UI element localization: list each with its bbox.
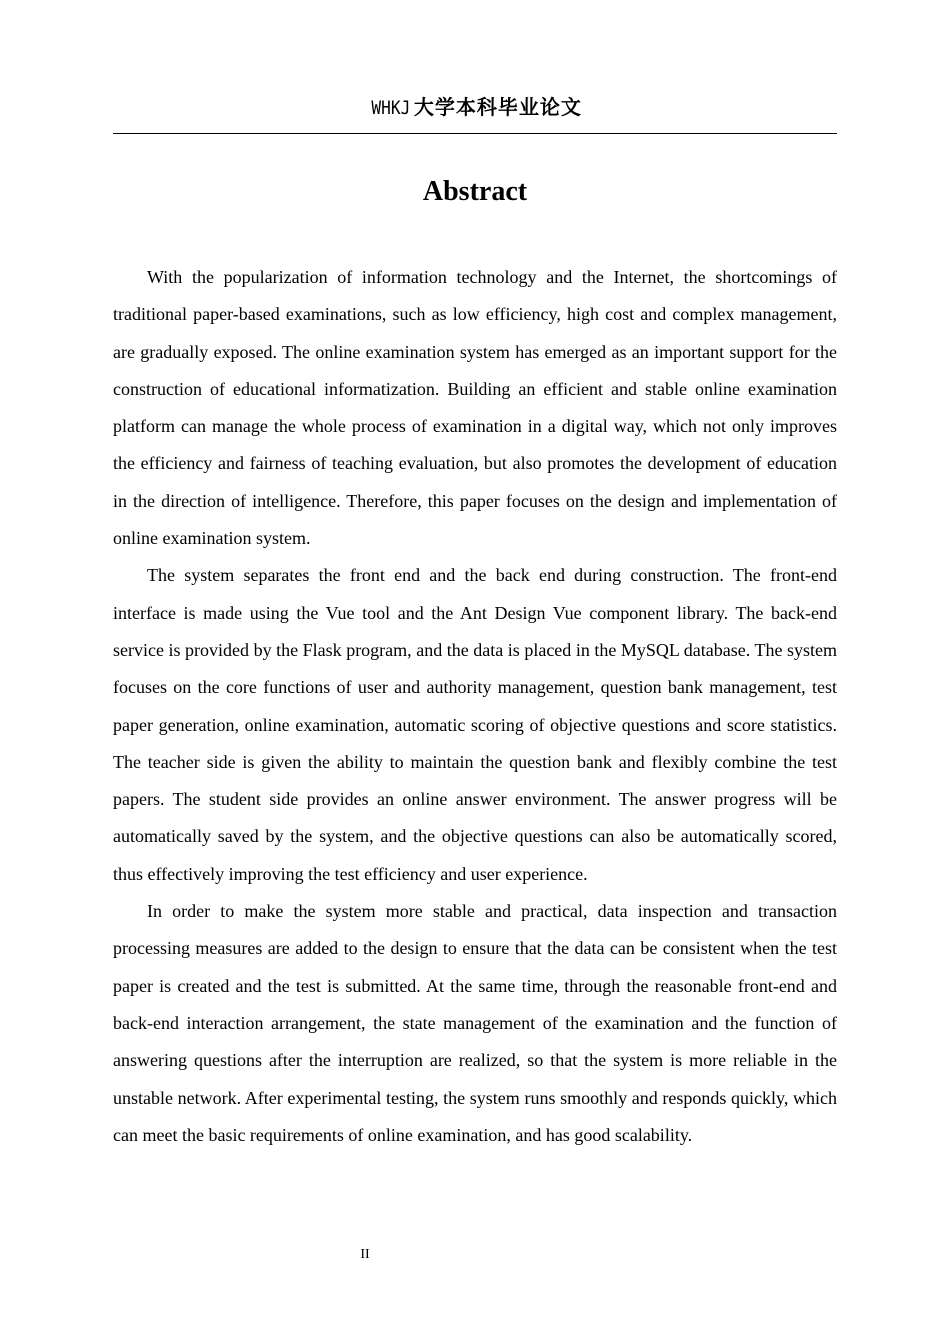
header-thesis-label: 大学本科毕业论文 [413,95,582,119]
header-university-code: WHKJ [371,97,411,119]
abstract-paragraph-1: With the popularization of information technology and the Internet, the shortcomings of traditional paper-based examinations, such as low efficiency, high cost and complex management, are gradually exposed. The online examination system has emerged as an important support for the construction of educational informatization. Building an efficient and stable online examination platform can manage the whole process of examination in a digital way, which not only improves the efficiency and fairness of teaching evaluation, but also promotes the development of education in the direction of intelligence. Therefore, this paper focuses on the design and implementation of online examination system. [113,267,837,549]
page-number: II [360,1247,370,1262]
running-header [113,94,837,121]
abstract-body [113,259,837,1154]
abstract-paragraph-3: In order to make the system more stable and practical, data inspection and transaction processing measures are added to the design to ensure that the data can be consistent when the test paper is created and the test is submitted. At the same time, through the reasonable front-end and back-end interaction arrangement, the state management of the examination and the function of answering questions after the interruption are realized, so that the system is more reliable in the unstable network. After experimental testing, the system runs smoothly and responds quickly, which can meet the basic requirements of online examination, and has good scalability. [113,901,837,1145]
abstract-title: Abstract [422,176,528,207]
abstract-paragraph-2: The system separates the front end and the back end during construction. The front-end interface is made using the Vue tool and the Ant Design Vue component library. The back-end service is provided by the Flask program, and the data is placed in the MySQL database. The system focuses on the core functions of user and authority management, question bank management, test paper generation, online examination, automatic scoring of objective questions and score statistics. The teacher side is given the ability to maintain the question bank and flexibly combine the test papers. The student side provides an online answer environment. The answer progress will be automatically saved by the system, and the objective questions can also be automatically scored, thus effectively improving the test efficiency and user experience. [113,565,837,884]
header-divider [113,133,837,134]
